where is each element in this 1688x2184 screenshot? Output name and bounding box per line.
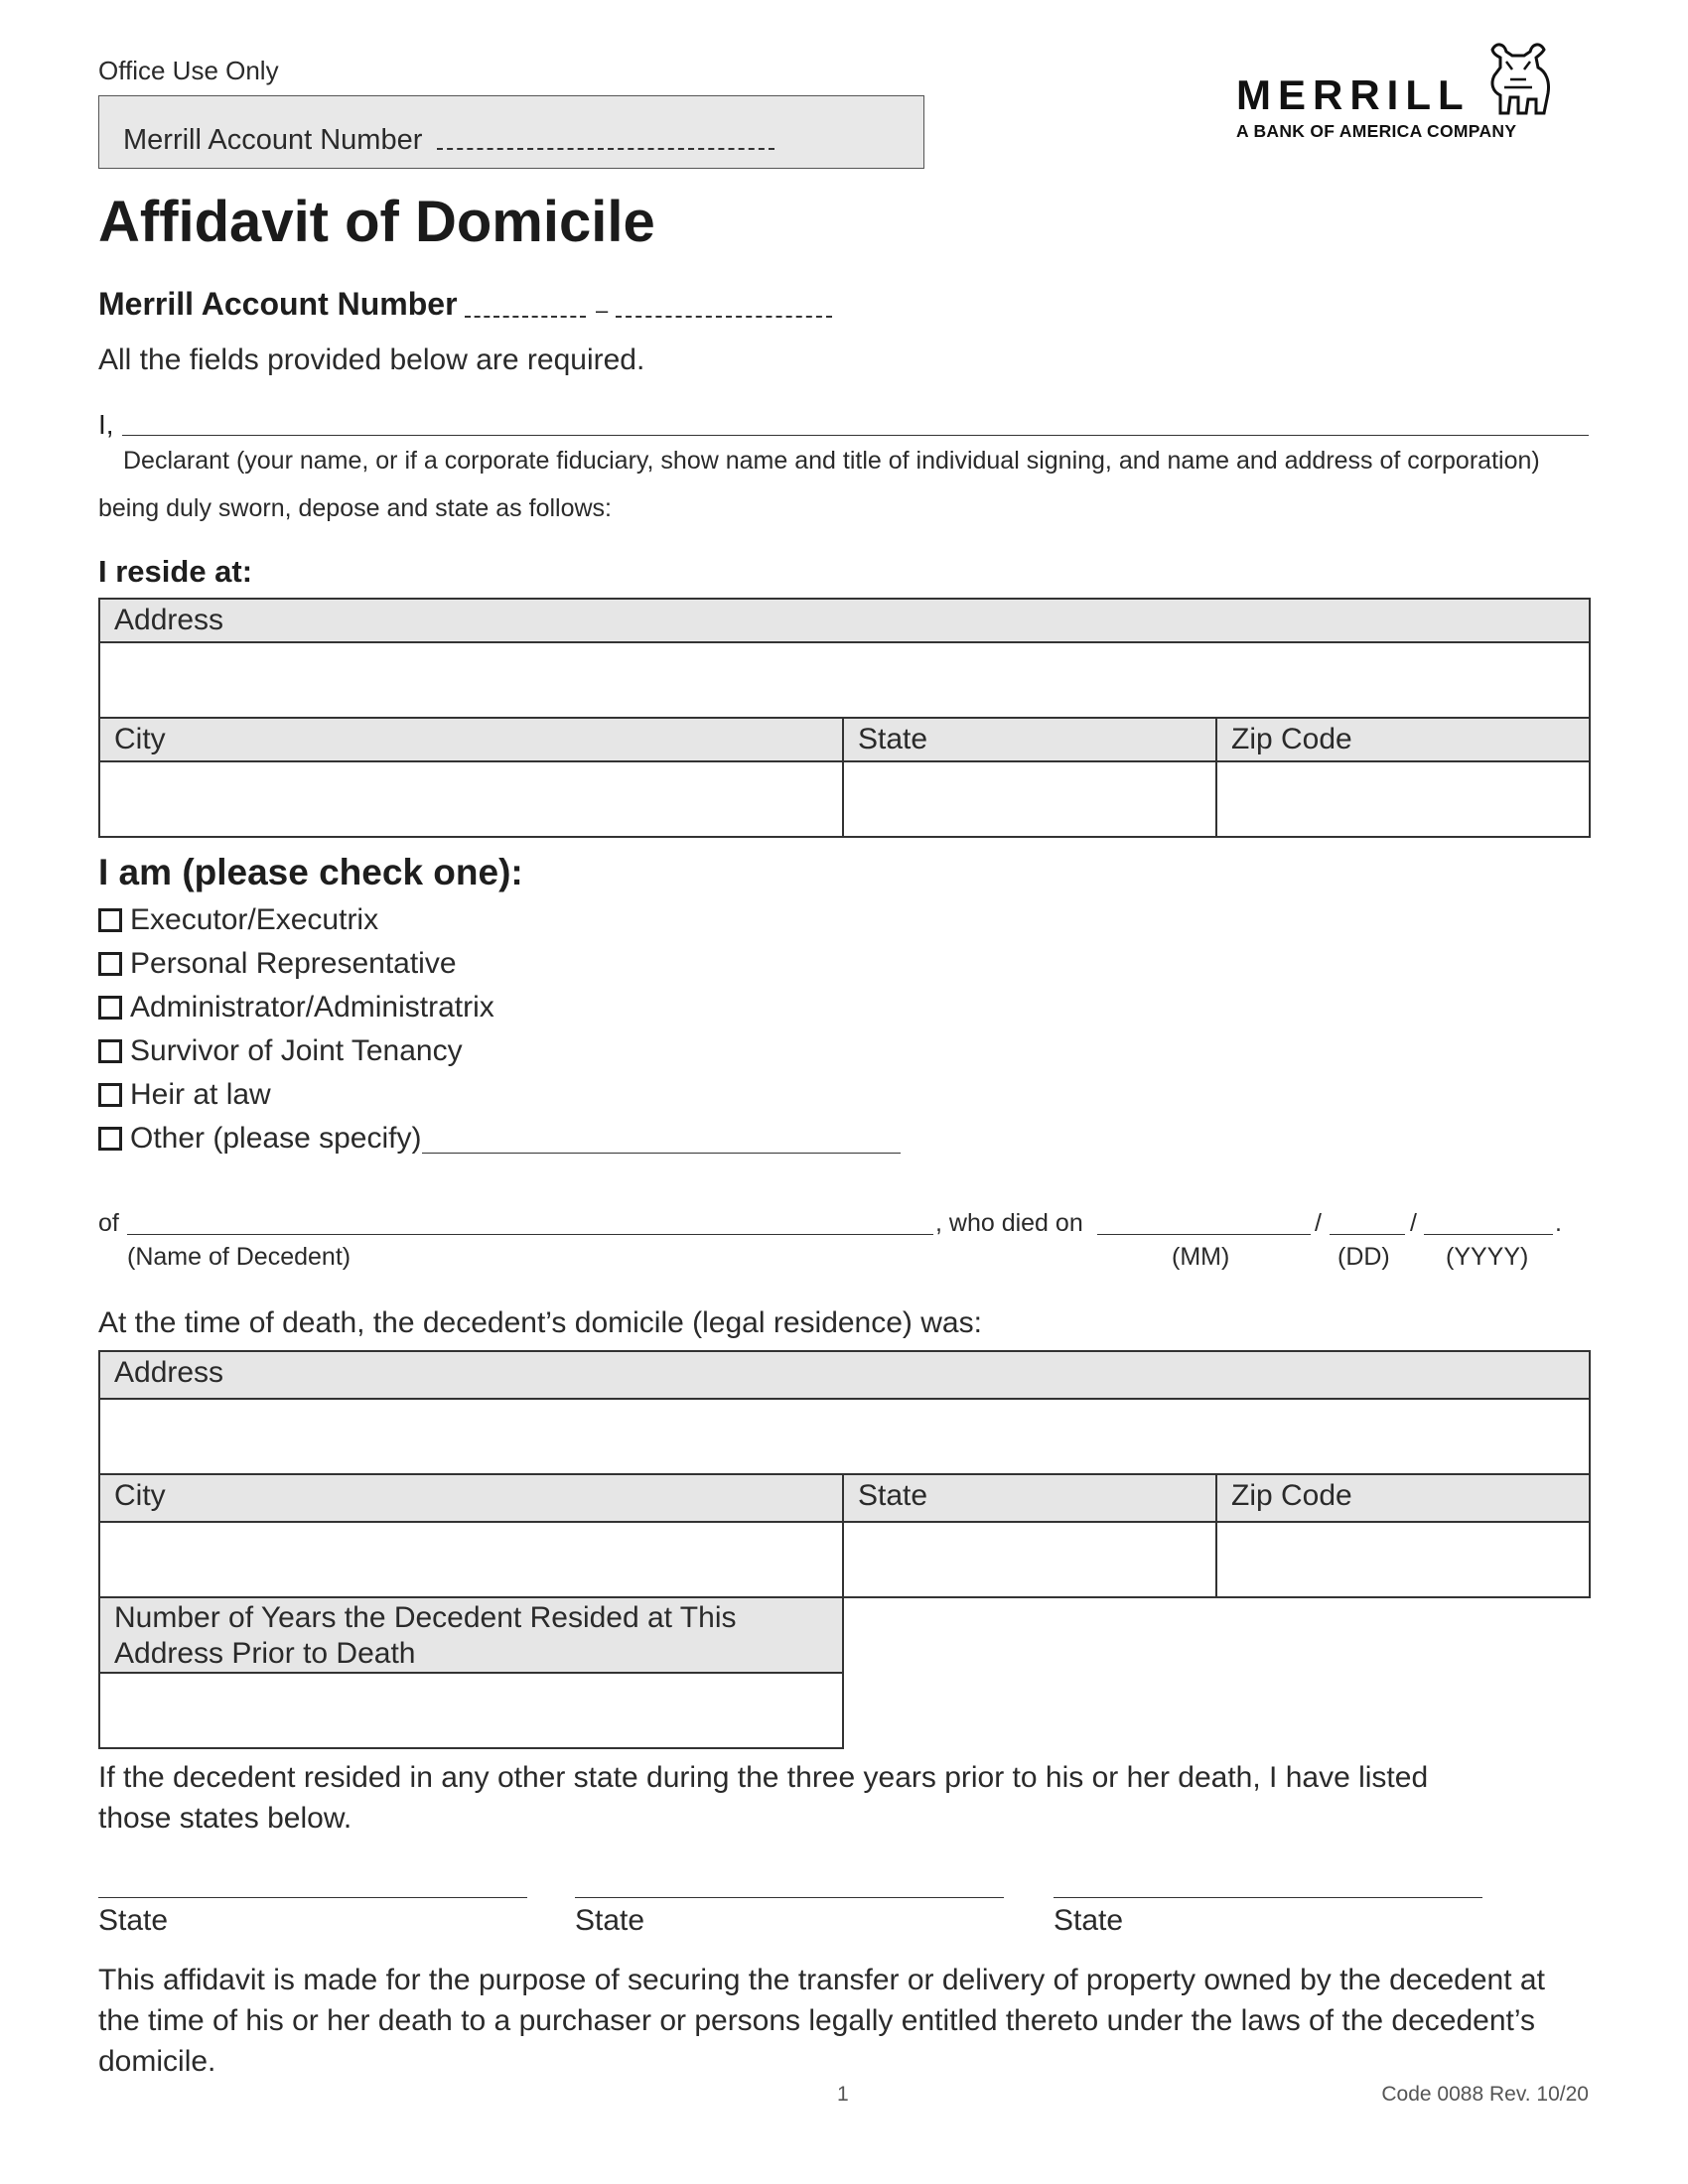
page-title: Affidavit of Domicile bbox=[98, 190, 655, 254]
decedent-name-caption: (Name of Decedent) bbox=[127, 1243, 352, 1271]
checkbox-icon[interactable] bbox=[98, 1083, 122, 1107]
decedent-name-field[interactable] bbox=[127, 1234, 933, 1235]
residence-address-label: Address bbox=[99, 599, 1590, 642]
role-option-label: Administrator/Administratrix bbox=[130, 991, 494, 1024]
years-resided-label: Number of Years the Decedent Resided at This Address Prior to Death bbox=[99, 1597, 843, 1673]
residence-zip-label: Zip Code bbox=[1216, 718, 1590, 761]
residence-table bbox=[98, 598, 1591, 838]
died-on-label: , who died on bbox=[935, 1209, 1083, 1237]
checkbox-icon[interactable] bbox=[98, 1127, 122, 1151]
role-option-survivor[interactable] bbox=[98, 1034, 463, 1068]
role-heading: I am (please check one): bbox=[98, 852, 523, 892]
dd-caption: (DD) bbox=[1337, 1243, 1390, 1271]
date-period: . bbox=[1555, 1209, 1562, 1237]
death-day-field[interactable] bbox=[1330, 1234, 1405, 1235]
form-code: Code 0088 Rev. 10/20 bbox=[1381, 2083, 1589, 2106]
office-use-label: Office Use Only bbox=[98, 56, 279, 85]
domicile-city-field[interactable] bbox=[99, 1522, 843, 1597]
other-states-text: If the decedent resided in any other state during the three years prior to his or her death, I have listed those states below. bbox=[98, 1761, 1429, 1835]
role-option-administrator[interactable] bbox=[98, 991, 494, 1024]
checkbox-icon[interactable] bbox=[98, 952, 122, 976]
domicile-intro: At the time of death, the decedent’s domicile (legal residence) was: bbox=[98, 1306, 982, 1339]
office-account-label: Merrill Account Number bbox=[123, 124, 423, 156]
sworn-statement: being duly sworn, depose and state as follows: bbox=[98, 494, 612, 522]
domicile-address-field[interactable] bbox=[99, 1399, 1590, 1474]
residence-state-label: State bbox=[843, 718, 1216, 761]
checkbox-icon[interactable] bbox=[98, 996, 122, 1020]
domicile-city-label: City bbox=[99, 1474, 843, 1522]
account-number-separator: – bbox=[596, 298, 609, 323]
empty-cell bbox=[843, 1673, 1590, 1748]
death-year-field[interactable] bbox=[1424, 1234, 1553, 1235]
required-note: All the fields provided below are required. bbox=[98, 343, 645, 376]
declarant-field[interactable] bbox=[122, 435, 1589, 436]
domicile-table bbox=[98, 1350, 1591, 1749]
role-option-label: Survivor of Joint Tenancy bbox=[130, 1034, 463, 1067]
role-option-label: Heir at law bbox=[130, 1078, 271, 1111]
residence-heading: I reside at: bbox=[98, 554, 253, 589]
other-state-label-3: State bbox=[1054, 1904, 1124, 1937]
declarant-caption: Declarant (your name, or if a corporate fiduciary, show name and title of individual signing, and name and address of corporation) bbox=[123, 447, 1540, 475]
empty-cell bbox=[843, 1597, 1590, 1673]
role-option-label: Other (please specify) bbox=[130, 1122, 422, 1155]
role-option-personal-representative[interactable] bbox=[98, 947, 457, 981]
logo-brand: MERRILL bbox=[1236, 71, 1471, 118]
account-number-label: Merrill Account Number bbox=[98, 286, 458, 322]
domicile-address-label: Address bbox=[99, 1351, 1590, 1399]
mm-caption: (MM) bbox=[1172, 1243, 1230, 1271]
domicile-state-label: State bbox=[843, 1474, 1216, 1522]
domicile-zip-label: Zip Code bbox=[1216, 1474, 1590, 1522]
role-option-other[interactable] bbox=[98, 1122, 421, 1156]
yyyy-caption: (YYYY) bbox=[1446, 1243, 1529, 1271]
date-slash-1: / bbox=[1315, 1209, 1322, 1237]
role-option-executor[interactable] bbox=[98, 903, 378, 937]
decedent-of-label: of bbox=[98, 1209, 119, 1237]
residence-city-field[interactable] bbox=[99, 761, 843, 837]
merrill-logo bbox=[1226, 40, 1584, 149]
role-option-label: Executor/Executrix bbox=[130, 903, 379, 936]
purpose-statement: This affidavit is made for the purpose of securing the transfer or delivery of property owned by the decedent at the time of his or her death to a purchaser or persons legally entitled thereto under the laws of the decedent’s domicile. bbox=[98, 1964, 1545, 2078]
office-account-field[interactable] bbox=[437, 148, 774, 150]
account-number-field-part1[interactable] bbox=[465, 316, 586, 318]
other-state-label-1: State bbox=[98, 1904, 169, 1937]
bull-icon bbox=[1482, 40, 1554, 117]
other-state-field-2[interactable] bbox=[575, 1897, 1004, 1898]
checkbox-icon[interactable] bbox=[98, 908, 122, 932]
role-option-heir[interactable] bbox=[98, 1078, 271, 1112]
residence-address-field[interactable] bbox=[99, 642, 1590, 718]
residence-city-label: City bbox=[99, 718, 843, 761]
residence-zip-field[interactable] bbox=[1216, 761, 1590, 837]
other-state-field-3[interactable] bbox=[1054, 1897, 1482, 1898]
domicile-state-field[interactable] bbox=[843, 1522, 1216, 1597]
declarant-prefix: I, bbox=[98, 409, 114, 440]
role-other-specify-field[interactable] bbox=[422, 1153, 901, 1154]
other-state-label-2: State bbox=[575, 1904, 645, 1937]
years-resided-field[interactable] bbox=[99, 1673, 843, 1748]
date-slash-2: / bbox=[1410, 1209, 1417, 1237]
office-account-box bbox=[98, 95, 924, 169]
other-state-field-1[interactable] bbox=[98, 1897, 527, 1898]
residence-state-field[interactable] bbox=[843, 761, 1216, 837]
role-option-label: Personal Representative bbox=[130, 947, 457, 980]
logo-tagline: A BANK OF AMERICA COMPANY bbox=[1236, 121, 1517, 141]
account-number-field-part2[interactable] bbox=[616, 316, 832, 318]
death-month-field[interactable] bbox=[1097, 1234, 1311, 1235]
domicile-zip-field[interactable] bbox=[1216, 1522, 1590, 1597]
checkbox-icon[interactable] bbox=[98, 1039, 122, 1063]
page-number: 1 bbox=[837, 2083, 849, 2106]
